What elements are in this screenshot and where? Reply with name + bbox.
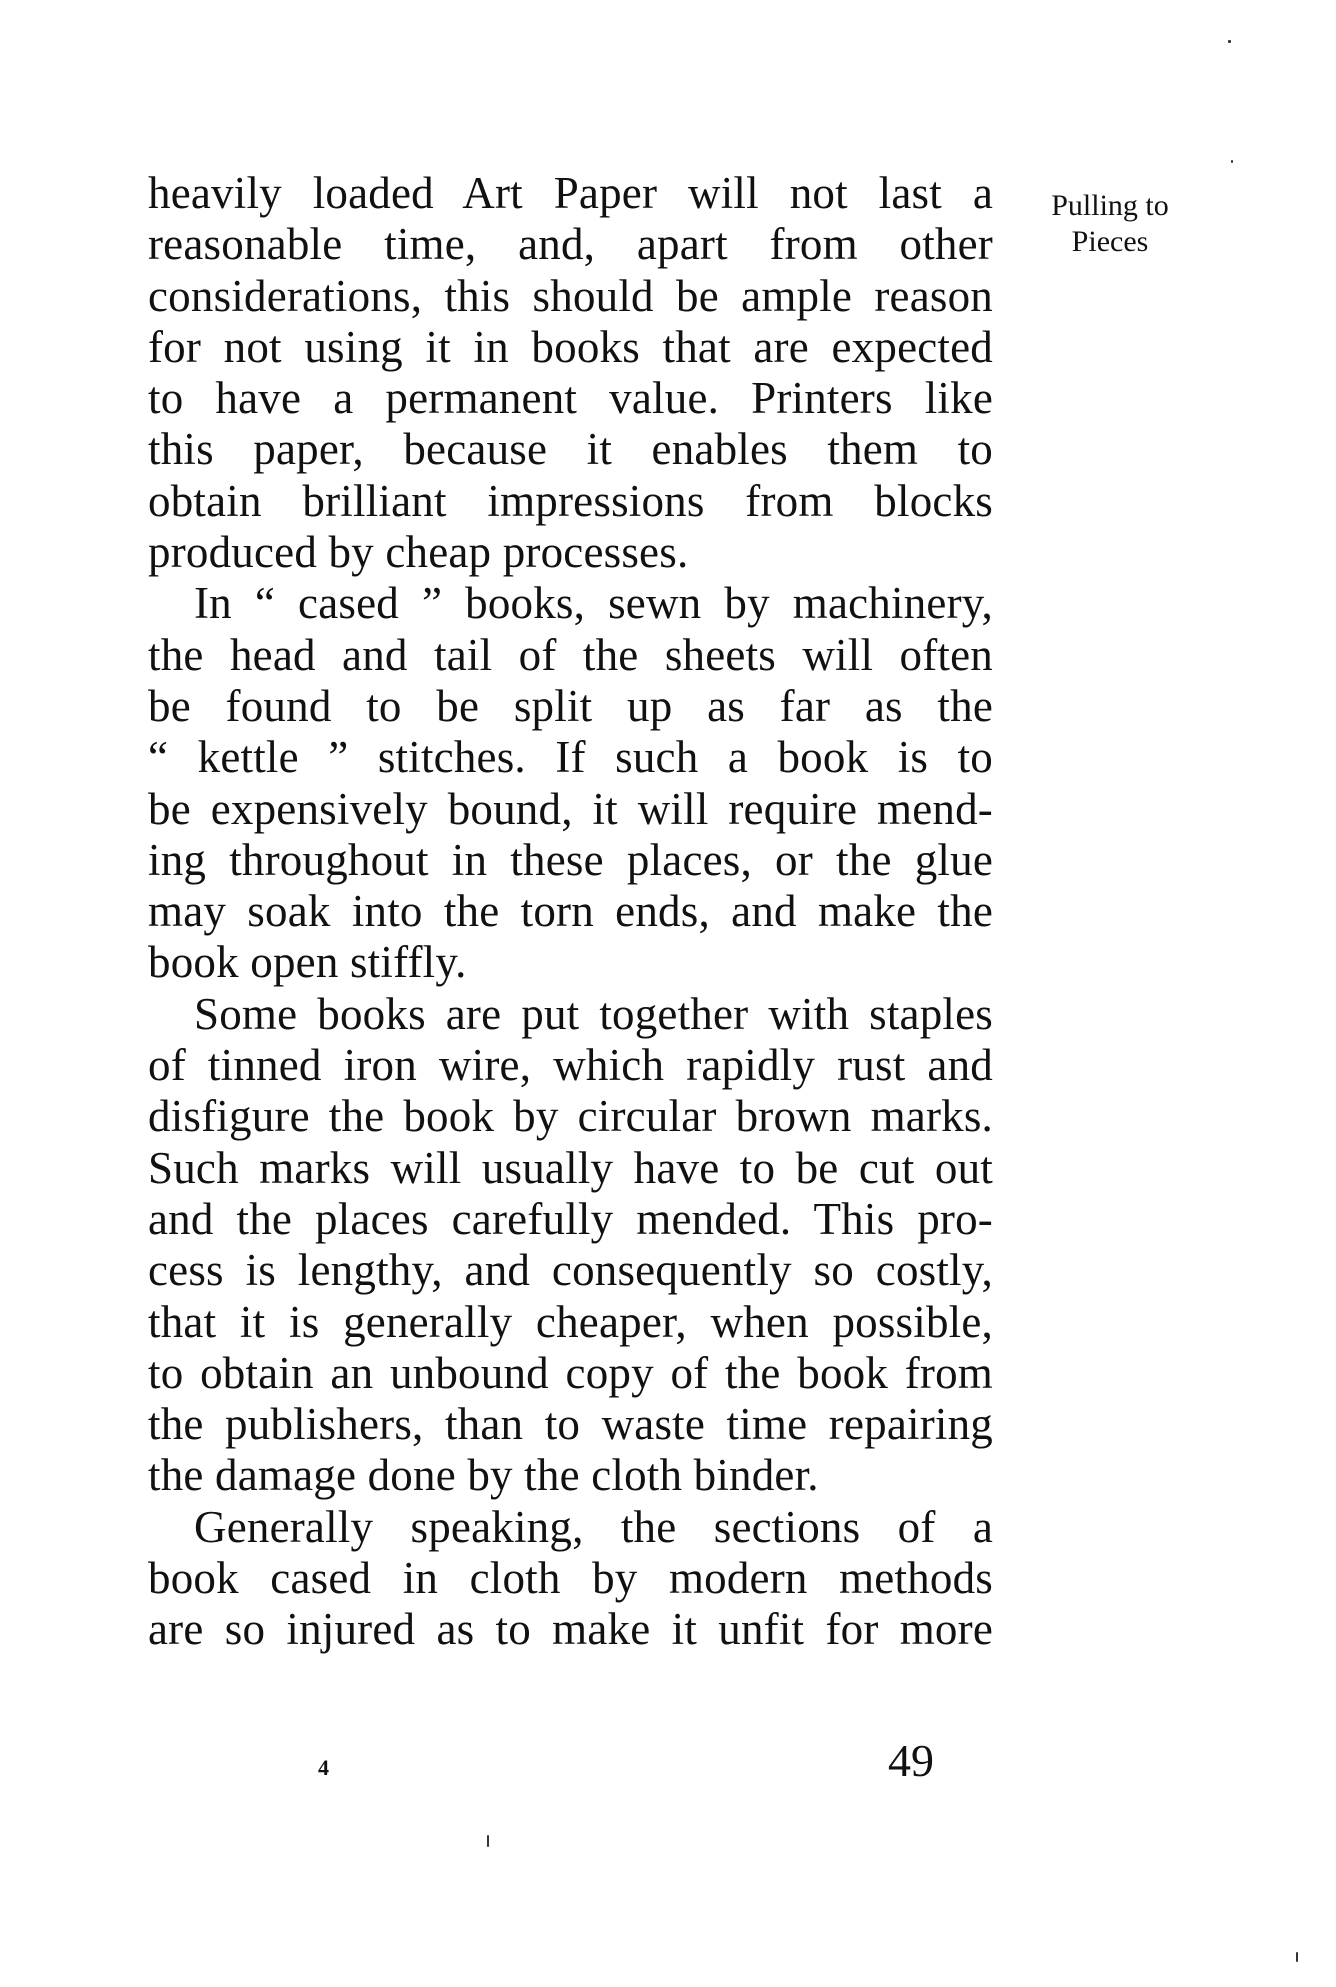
text-line: the head and tail of the sheets will often: [148, 629, 993, 680]
scan-speck: [1296, 1952, 1298, 1962]
text-line: heavily loaded Art Paper will not last a: [148, 168, 993, 218]
text-line: of tinned iron wire, which rapidly rust and: [148, 1040, 993, 1091]
text-line: book open stiffly.: [148, 937, 467, 988]
text-line: “ kettle ” stitches. If such a book is to: [148, 732, 993, 783]
text-line: cess is lengthy, and consequently so costly,: [148, 1245, 993, 1296]
text-line: may soak into the torn ends, and make the: [148, 886, 993, 937]
text-line: reasonable time, and, apart from other: [148, 219, 993, 270]
scan-speck: [487, 1835, 489, 1847]
text-line: that it is generally cheaper, when possible,: [148, 1296, 993, 1347]
text-line: In “ cased ” books, sewn by machinery,: [194, 578, 993, 629]
scan-speck: [1228, 40, 1231, 43]
text-line: the publishers, than to waste time repairing: [148, 1399, 993, 1450]
marginal-note-line-2: Pieces: [1071, 225, 1149, 258]
page-number: 49: [888, 1735, 934, 1786]
text-line: this paper, because it enables them to: [148, 424, 993, 475]
marginal-note-line-1: Pulling to: [1051, 189, 1169, 222]
text-line: ing throughout in these places, or the glue: [148, 834, 993, 885]
text-line: are so injured as to make it unfit for more: [148, 1604, 993, 1655]
text-line: Some books are put together with staples: [194, 988, 993, 1039]
text-line: be found to be split up as far as the: [148, 680, 993, 731]
text-line: Such marks will usually have to be cut out: [148, 1142, 993, 1193]
text-line: and the places carefully mended. This pro-: [148, 1193, 993, 1244]
text-line: book cased in cloth by modern methods: [148, 1553, 993, 1604]
text-line: produced by cheap processes.: [148, 527, 689, 578]
text-line: obtain brilliant impressions from blocks: [148, 475, 993, 526]
text-line: the damage done by the cloth binder.: [148, 1450, 819, 1501]
body-text: [148, 168, 993, 1656]
text-line: for not using it in books that are expected: [148, 321, 993, 372]
text-line: be expensively bound, it will require mend-: [148, 783, 993, 834]
scan-speck: [1231, 160, 1233, 163]
text-line: to have a permanent value. Printers like: [148, 373, 993, 424]
text-line: Generally speaking, the sections of a: [194, 1501, 993, 1552]
marginal-note: [1030, 188, 1190, 260]
text-line: to obtain an unbound copy of the book from: [148, 1347, 993, 1398]
text-line: disfigure the book by circular brown marks.: [148, 1091, 993, 1142]
text-line: considerations, this should be ample reason: [148, 270, 993, 321]
signature-mark: 4: [318, 1755, 329, 1780]
